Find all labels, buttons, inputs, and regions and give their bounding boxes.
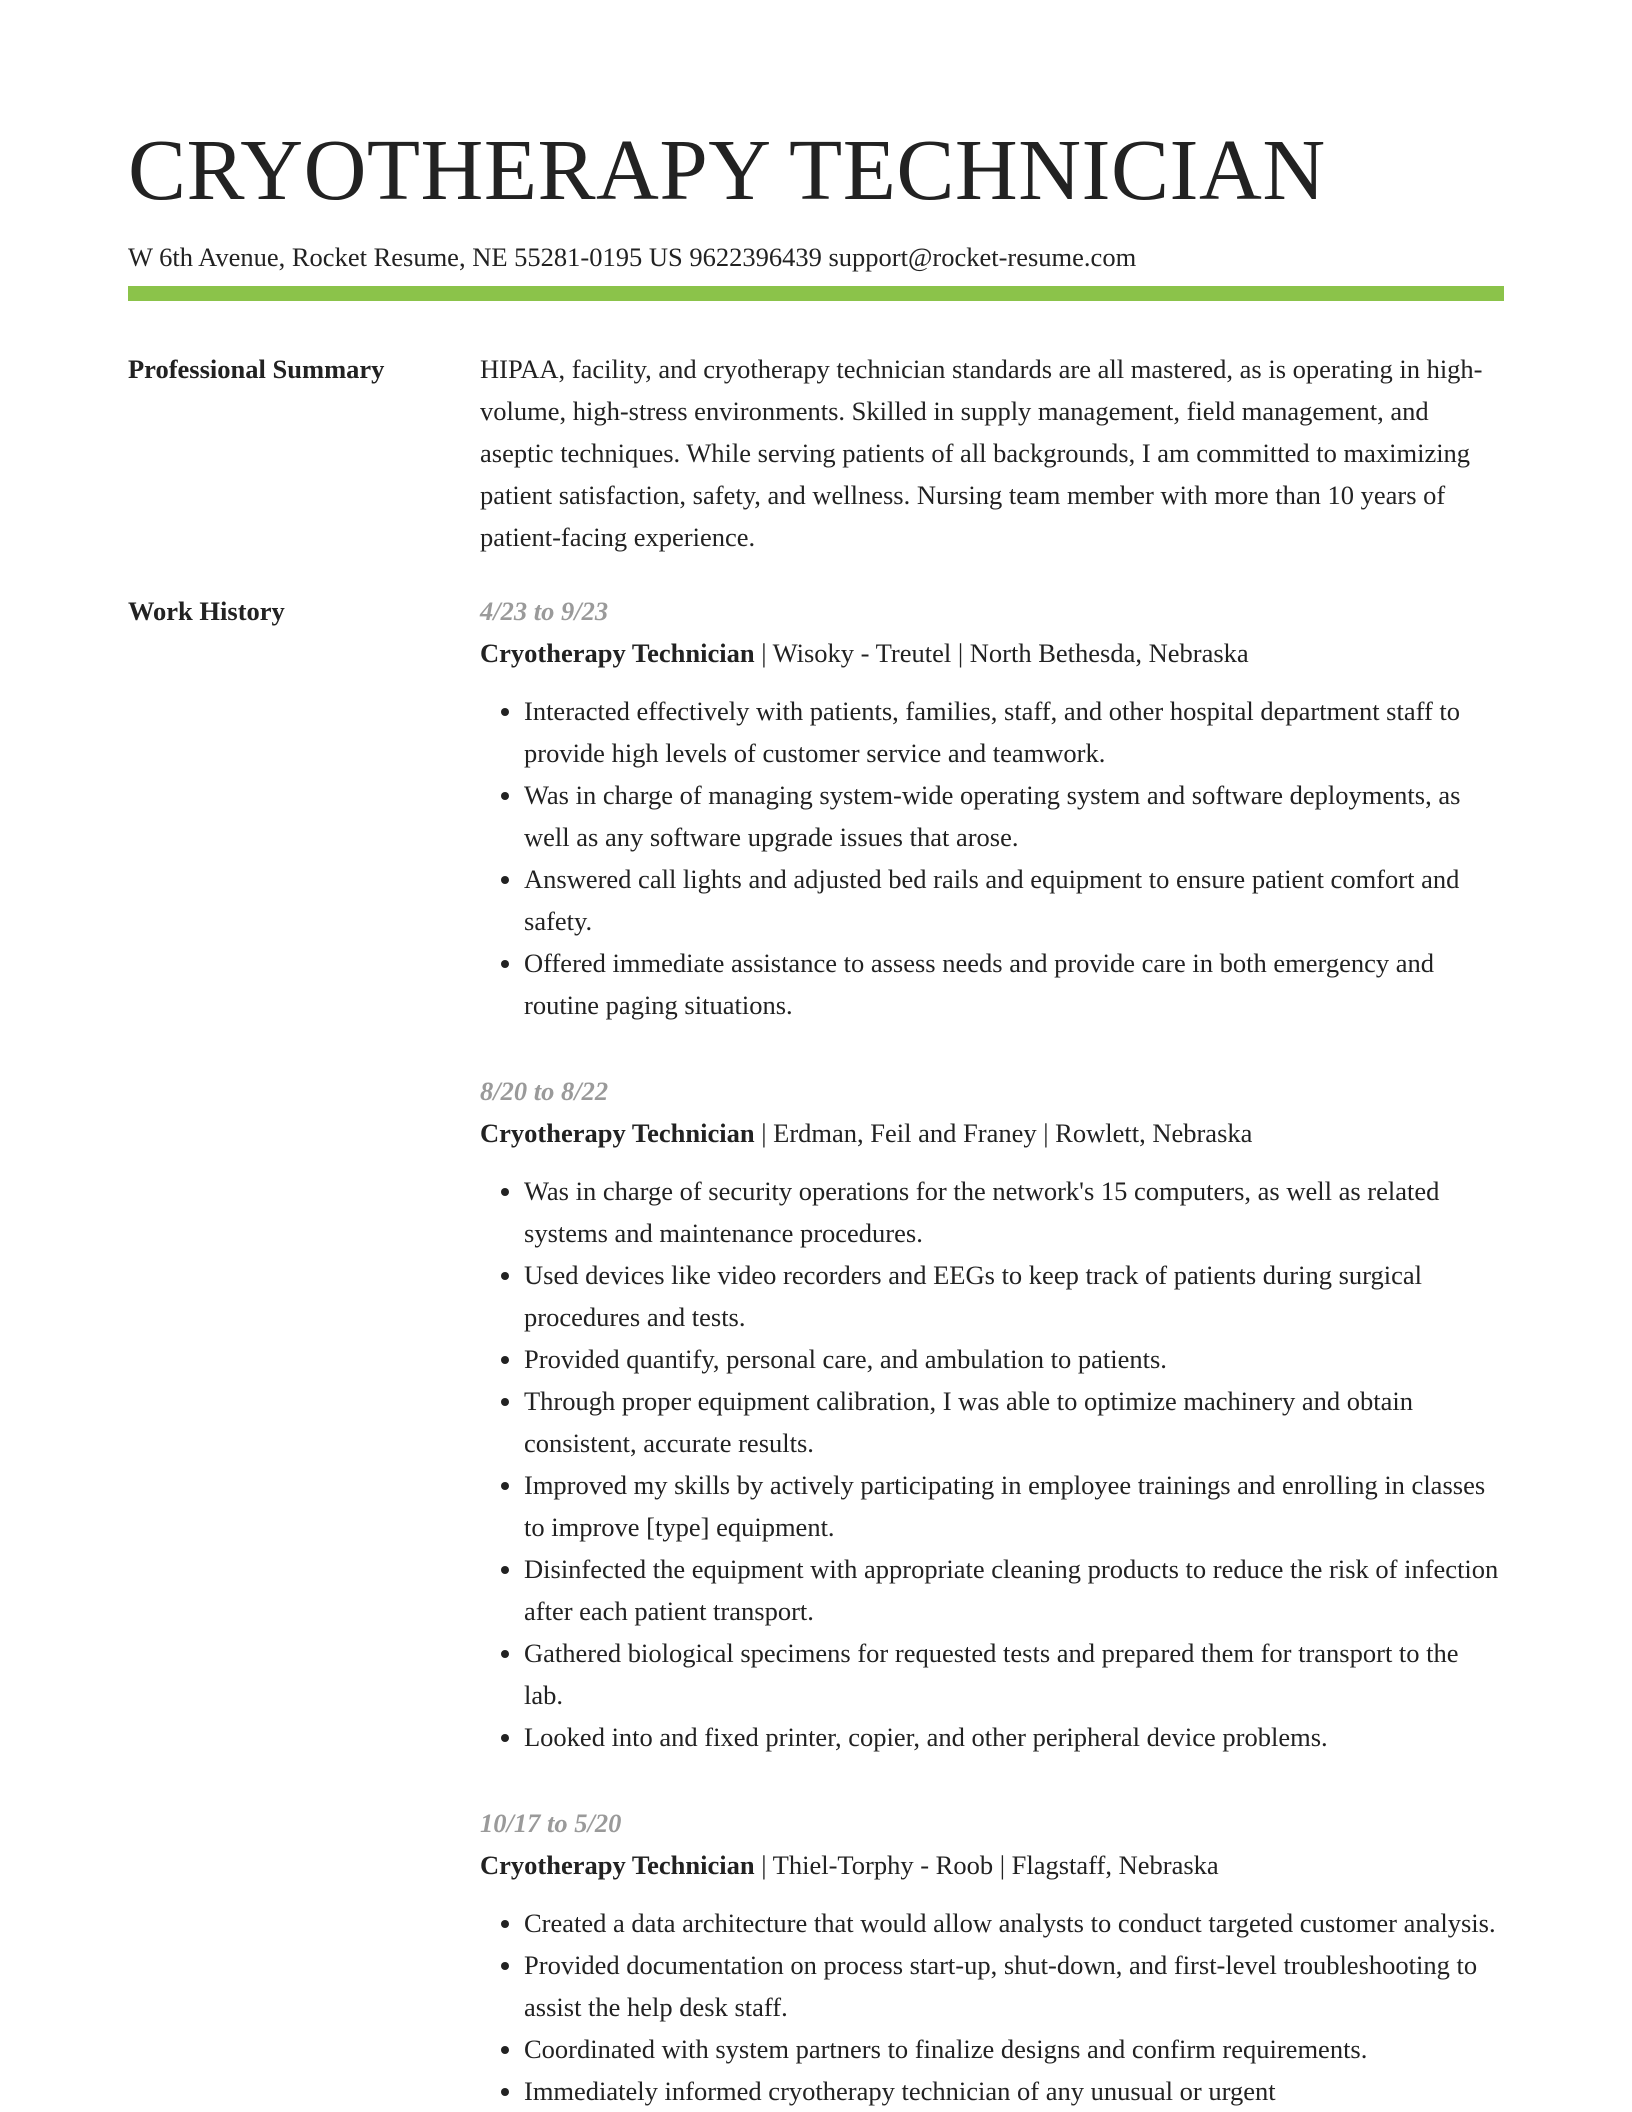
job-dates: 8/20 to 8/22 [480, 1076, 609, 1106]
job-employer-location: | Wisoky - Treutel | North Bethesda, Nebraska [754, 638, 1249, 668]
contact-address: W 6th Avenue, Rocket Resume, NE 55281-0195 US [128, 242, 683, 272]
job-bullet: • Improved my skills by actively participating in employee trainings and enrolling in classes to improve [type] equipment. [524, 1464, 1504, 1548]
job-title-line [480, 632, 1504, 674]
job-title: Cryotherapy Technician [480, 1118, 755, 1148]
job-bullet: • Answered call lights and adjusted bed rails and equipment to ensure patient comfort and safety. [524, 858, 1504, 942]
job-bullet-list [480, 1902, 1504, 2112]
contact-line [128, 240, 1504, 274]
job-bullet: • Immediately informed cryotherapy technician of any unusual or urgent [524, 2070, 1504, 2112]
job-bullet-list [480, 690, 1504, 1026]
resume-header [128, 118, 1504, 274]
job-bullet: • Used devices like video recorders and EEGs to keep track of patients during surgical procedures and tests. [524, 1254, 1504, 1338]
summary-text: HIPAA, facility, and cryotherapy technician standards are all mastered, as is operating in high-volume, high-stress environments. Skilled in supply management, field management, and aseptic techniques. While serving patients of all backgrounds, I am committed to maximizing patient satisfaction, safety, and wellness. Nursing team member with more than 10 years of patient-facing experience. [480, 354, 1483, 552]
candidate-name: CRYOTHERAPY TECHNICIAN [128, 121, 1326, 218]
job-bullet: • Created a data architecture that would allow analysts to conduct targeted customer analysis. [524, 1902, 1504, 1944]
work-history-body [480, 590, 1504, 2112]
work-history-heading: Work History [128, 596, 285, 626]
contact-phone: 9622396439 [689, 242, 822, 272]
job-dates: 4/23 to 9/23 [480, 596, 609, 626]
job-employer-location: | Erdman, Feil and Franey | Rowlett, Nebraska [754, 1118, 1253, 1148]
job-title: Cryotherapy Technician [480, 1850, 755, 1880]
job-entry [480, 1070, 1504, 1758]
job-bullet-list [480, 1170, 1504, 1758]
job-entry [480, 1802, 1504, 2112]
job-bullet: • Disinfected the equipment with appropriate cleaning products to reduce the risk of infection after each patient transport. [524, 1548, 1504, 1632]
job-entry [480, 590, 1504, 1026]
summary-body [480, 348, 1504, 558]
job-bullet: • Looked into and fixed printer, copier, and other peripheral device problems. [524, 1716, 1504, 1758]
job-title-line [480, 1112, 1504, 1154]
header-divider [128, 286, 1504, 301]
summary-heading: Professional Summary [128, 354, 385, 384]
job-dates: 10/17 to 5/20 [480, 1808, 622, 1838]
job-employer-location: | Thiel-Torphy - Roob | Flagstaff, Nebraska [754, 1850, 1219, 1880]
job-bullet: • Offered immediate assistance to assess needs and provide care in both emergency and routine paging situations. [524, 942, 1504, 1026]
job-bullet: • Gathered biological specimens for requested tests and prepared them for transport to the lab. [524, 1632, 1504, 1716]
job-bullet: • Was in charge of managing system-wide operating system and software deployments, as well as any software upgrade issues that arose. [524, 774, 1504, 858]
job-title-line [480, 1844, 1504, 1886]
job-bullet: • Interacted effectively with patients, families, staff, and other hospital department staff to provide high levels of customer service and teamwork. [524, 690, 1504, 774]
summary-section [128, 348, 1504, 568]
job-bullet: • Through proper equipment calibration, I was able to optimize machinery and obtain consistent, accurate results. [524, 1380, 1504, 1464]
job-title: Cryotherapy Technician [480, 638, 755, 668]
job-bullet: • Coordinated with system partners to finalize designs and confirm requirements. [524, 2028, 1504, 2070]
job-bullet: • Provided documentation on process start-up, shut-down, and first-level troubleshooting to assist the help desk staff. [524, 1944, 1504, 2028]
contact-email: support@rocket-resume.com [828, 242, 1137, 272]
job-bullet: • Was in charge of security operations for the network's 15 computers, as well as related systems and maintenance procedures. [524, 1170, 1504, 1254]
job-bullet: • Provided quantify, personal care, and ambulation to patients. [524, 1338, 1504, 1380]
